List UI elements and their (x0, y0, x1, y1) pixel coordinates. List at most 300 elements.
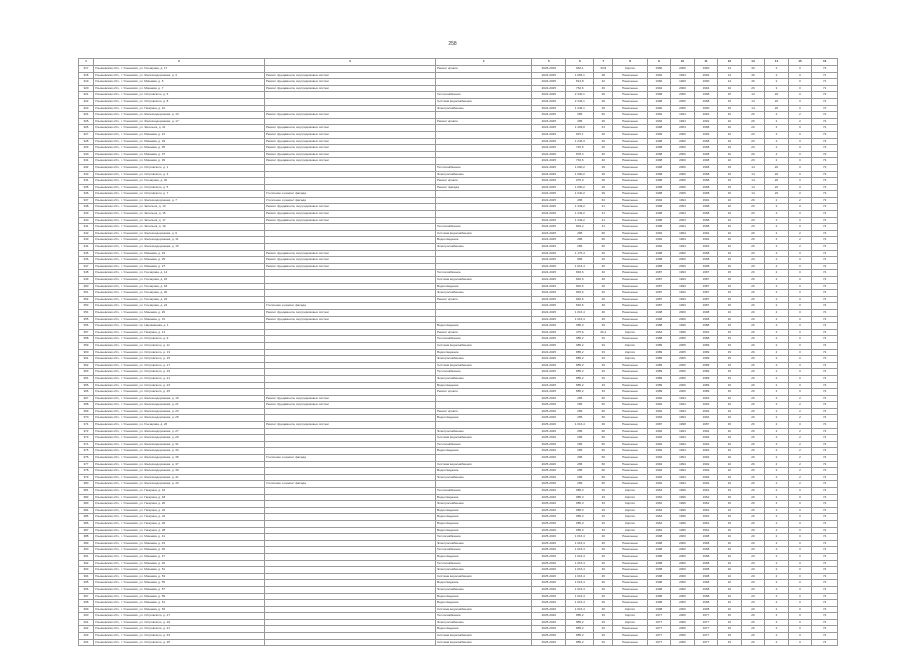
table-cell: 40 (594, 270, 613, 277)
table-row (79, 488, 838, 495)
table-cell: Система водоснабжения (436, 342, 532, 349)
table-cell: Ульяновская обл., г. Ульяновск, ул. Железнодорожная, д. 25 (93, 415, 264, 422)
table-cell: 10 (718, 217, 742, 224)
table-cell: 2024-2025 (532, 316, 566, 323)
column-number-header: 3 (264, 59, 435, 66)
table-cell: 74 (812, 494, 838, 501)
table-cell: 26 (741, 507, 765, 514)
table-cell: 60 (594, 402, 613, 409)
table-cell: 2 (765, 217, 789, 224)
table-cell: 1998 (694, 540, 718, 547)
table-cell: Ульяновская обл., г. Ульяновск, ул. Островского, д. 21 (93, 375, 264, 382)
table-cell: 26 (741, 389, 765, 396)
table-cell: 74 (812, 257, 838, 264)
column-number-header: 5 (532, 59, 566, 66)
table-cell: 2000 (671, 553, 695, 560)
table-cell: 0 (788, 369, 812, 376)
table-cell: 0 (788, 613, 812, 620)
table-row (79, 277, 838, 284)
table-cell: Панельные (613, 237, 647, 244)
table-cell (436, 481, 532, 488)
table-cell: 1 246,3 (566, 138, 594, 145)
table-cell: 985,3 (566, 488, 594, 495)
table-cell: 2024-2025 (532, 263, 566, 270)
table-cell: Панельные (613, 211, 647, 218)
table-cell: Панельные (613, 560, 647, 567)
table-cell: 0 (788, 66, 812, 73)
table-cell: 1994 (671, 455, 695, 462)
table-cell: 0 (788, 184, 812, 191)
table-cell: 375 (79, 448, 94, 455)
table-cell: 26 (741, 626, 765, 633)
table-cell: Ульяновская обл., г. Ульяновск, ул. Минаева, д. 27 (93, 263, 264, 270)
table-cell: Панельные (613, 197, 647, 204)
table-cell: 1998 (694, 547, 718, 554)
table-row (79, 145, 838, 152)
table-cell: 74 (812, 606, 838, 613)
table-cell: 15 (718, 488, 742, 495)
table-cell: 1989 (694, 369, 718, 376)
table-cell: 1993 (671, 290, 695, 297)
table-cell (264, 593, 435, 600)
table-cell: 10 (718, 131, 742, 138)
table-cell: 10 (718, 481, 742, 488)
table-cell: 49 (594, 131, 613, 138)
table-cell: 286 (566, 455, 594, 462)
table-cell: 41 (594, 125, 613, 132)
table-cell: 26 (741, 468, 765, 475)
table-cell: 0 (788, 389, 812, 396)
table-cell: 1960 (647, 66, 671, 73)
table-cell: 2 (765, 197, 789, 204)
table-row (79, 494, 838, 501)
table-cell: 26 (741, 514, 765, 521)
table-cell: 0 (788, 217, 812, 224)
table-cell: 379 (79, 474, 94, 481)
table-cell: 20 (741, 204, 765, 211)
table-cell: 986 (566, 257, 594, 264)
table-cell: 1994 (671, 481, 695, 488)
table-cell: 1996 (671, 488, 695, 495)
table-cell: 10 (718, 138, 742, 145)
table-row (79, 481, 838, 488)
table-cell: Ульяновская обл., г. Ульяновск, ул. Минаева, д. 51 (93, 567, 264, 574)
table-cell: 846,6 (566, 270, 594, 277)
table-cell: 74 (812, 534, 838, 541)
table-cell: Панельные (613, 79, 647, 86)
table-cell: Панельные (613, 171, 647, 178)
table-row (79, 244, 838, 251)
table-cell: Теплоснабжение (436, 336, 532, 343)
table-cell: 0 (788, 639, 812, 646)
table-cell: 74 (812, 395, 838, 402)
table-cell: 20 (741, 540, 765, 547)
table-cell: 10 (718, 250, 742, 257)
table-cell: 74 (812, 309, 838, 316)
table-cell: 29 (594, 164, 613, 171)
table-cell: 1962 (694, 488, 718, 495)
table-cell (436, 145, 532, 152)
table-cell: 74 (812, 244, 838, 251)
table-cell: 1998 (647, 145, 671, 152)
table-cell: Водоотведение (436, 507, 532, 514)
table-cell: 2 346,1 (566, 98, 594, 105)
table-cell: 1998 (694, 178, 718, 185)
table-cell: 0 (788, 270, 812, 277)
table-cell: 401 (79, 619, 94, 626)
table-cell: 2000 (671, 263, 695, 270)
table-cell: 2 (765, 356, 789, 363)
table-cell: 10 (718, 244, 742, 251)
table-cell: 347 (79, 263, 94, 270)
table-cell: 73 (812, 184, 838, 191)
table-cell: 10 (718, 547, 742, 554)
table-cell: Кирпич (613, 501, 647, 508)
table-cell: Панельные (613, 217, 647, 224)
table-row (79, 461, 838, 468)
table-cell: 20 (741, 257, 765, 264)
table-cell: 2 (765, 461, 789, 468)
table-cell: 10 (718, 125, 742, 132)
table-cell: 71 (812, 72, 838, 79)
table-cell: 286 (566, 118, 594, 125)
table-cell: Теплоснабжение (436, 613, 532, 620)
table-cell: Ульяновская обл., г. Ульяновск, ул. Гагарина, д. 20 (93, 501, 264, 508)
table-cell: 1996 (671, 329, 695, 336)
table-cell: 2024-2025 (532, 329, 566, 336)
table-cell (264, 573, 435, 580)
table-row (79, 250, 838, 257)
table-cell (436, 204, 532, 211)
table-cell (264, 389, 435, 396)
table-cell: 0 (788, 336, 812, 343)
table-cell: 1992 (694, 230, 718, 237)
table-cell: 1992 (694, 415, 718, 422)
table-cell: 15 (718, 164, 742, 171)
table-cell: 2006 (671, 639, 695, 646)
table-cell: Ульяновская обл., г. Ульяновск, ул. Энгельса, д. 13 (93, 204, 264, 211)
table-cell: 2 (788, 197, 812, 204)
table-cell (436, 316, 532, 323)
table-cell: 2025-2026 (532, 455, 566, 462)
table-cell: 2025-2026 (532, 593, 566, 600)
table-cell: 74 (812, 237, 838, 244)
table-cell: 1 090,2 (566, 171, 594, 178)
table-row (79, 362, 838, 369)
table-cell: 26 (741, 461, 765, 468)
table-cell: 1992 (647, 230, 671, 237)
table-cell: Ульяновская обл., г. Ульяновск, ул. Островского, д. 19 (93, 369, 264, 376)
table-cell: 2024-2025 (532, 178, 566, 185)
table-cell: 1994 (694, 85, 718, 92)
table-cell: Ремонт фундамента, внутридомовых систем (264, 72, 435, 79)
table-cell: 1987 (694, 290, 718, 297)
table-cell: 2000 (671, 540, 695, 547)
table-cell: 366 (79, 389, 94, 396)
table-cell: 46 (594, 580, 613, 587)
table-cell: 0 (788, 633, 812, 640)
table-cell: 361 (79, 356, 94, 363)
table-cell: Электроснабжение (436, 105, 532, 112)
table-cell: 286 (566, 408, 594, 415)
table-cell: 2 (765, 290, 789, 297)
table-cell: Ульяновская обл., г. Ульяновск, ул. Минаева, д. 61 (93, 600, 264, 607)
table-cell: 46 (594, 593, 613, 600)
table-cell: Панельные (613, 151, 647, 158)
table-cell: 885,2 (566, 626, 594, 633)
table-cell: 2 (765, 586, 789, 593)
table-cell: 985,3 (566, 494, 594, 501)
table-cell: 74 (812, 514, 838, 521)
table-cell: 60 (594, 244, 613, 251)
table-cell: 2 (765, 553, 789, 560)
table-cell: 0 (788, 296, 812, 303)
table-cell: 26 (741, 474, 765, 481)
table-cell: 1994 (671, 441, 695, 448)
table-cell (264, 580, 435, 587)
table-cell: 2 (765, 527, 789, 534)
table-cell: 2 (788, 244, 812, 251)
table-cell: 20 (741, 224, 765, 231)
table-cell: 46 (594, 586, 613, 593)
table-row (79, 441, 838, 448)
table-row (79, 613, 838, 620)
table-cell: 1998 (647, 184, 671, 191)
table-cell: 2 (765, 540, 789, 547)
table-cell: 3 (765, 85, 789, 92)
table-cell (264, 586, 435, 593)
table-cell: Ульяновская обл., г. Ульяновск, ул. Железнодорожная, д. 37 (93, 461, 264, 468)
table-cell: 15 (718, 303, 742, 310)
column-number-row (79, 59, 838, 66)
table-cell: 1998 (694, 263, 718, 270)
table-cell: 2025-2026 (532, 600, 566, 607)
table-cell: 395 (79, 580, 94, 587)
table-cell: 2025-2026 (532, 461, 566, 468)
table-cell: 2 (765, 626, 789, 633)
table-cell: 74 (812, 600, 838, 607)
table-cell: 74 (812, 224, 838, 231)
table-cell: Панельные (613, 567, 647, 574)
table-cell: 746,6 (566, 158, 594, 165)
table-cell: 343 (79, 237, 94, 244)
table-cell: 26 (741, 230, 765, 237)
table-cell (264, 547, 435, 554)
table-cell: Ремонт кровли (436, 178, 532, 185)
table-cell: Ульяновская обл., г. Ульяновск, ул. Гагарина, д. 26 (93, 520, 264, 527)
table-cell: Панельные (613, 323, 647, 330)
table-cell: 20 (741, 138, 765, 145)
table-cell: 286 (566, 468, 594, 475)
table-cell (264, 613, 435, 620)
table-cell (264, 626, 435, 633)
table-cell: 26 (741, 494, 765, 501)
table-cell: Электроснабжение (436, 375, 532, 382)
table-cell: 365 (79, 382, 94, 389)
table-cell: 74 (812, 415, 838, 422)
table-cell: 74 (812, 408, 838, 415)
table-cell: 1994 (671, 461, 695, 468)
table-cell: 2 (765, 580, 789, 587)
table-cell: 1977 (694, 613, 718, 620)
table-cell: 2 (788, 428, 812, 435)
table-cell: 331 (79, 158, 94, 165)
table-cell: Ремонт кровли (436, 118, 532, 125)
table-cell: 2025-2026 (532, 494, 566, 501)
table-cell: 1998 (647, 191, 671, 198)
table-cell: 40 (594, 277, 613, 284)
table-cell: 20 (741, 211, 765, 218)
table-cell: 74 (812, 290, 838, 297)
table-row (79, 329, 838, 336)
table-cell: Ремонт фундамента, внутридомовых систем (264, 422, 435, 429)
table-cell: Панельные (613, 593, 647, 600)
column-number-header: 13 (741, 59, 765, 66)
table-cell: 1988 (694, 323, 718, 330)
table-cell: 10 (718, 553, 742, 560)
table-row (79, 125, 838, 132)
table-cell: 41 (594, 211, 613, 218)
table-cell: 10 (718, 408, 742, 415)
table-row (79, 66, 838, 73)
table-cell: Кирпич (613, 514, 647, 521)
table-cell (436, 191, 532, 198)
table-cell: 404 (79, 639, 94, 646)
table-cell: 60 (594, 455, 613, 462)
table-cell (264, 362, 435, 369)
table-cell (264, 520, 435, 527)
table-cell: 2 (765, 639, 789, 646)
table-cell: Ульяновская обл., г. Ульяновск, ул. Минаева, д. 37 (93, 151, 264, 158)
table-cell: 2 (765, 389, 789, 396)
table-cell: 2 (765, 270, 789, 277)
table-cell: 20 (741, 573, 765, 580)
table-cell: Ремонт фундамента, внутридомовых систем (264, 217, 435, 224)
table-cell: 13 (718, 66, 742, 73)
table-cell: Утепление и ремонт фасада (264, 481, 435, 488)
table-cell: 0 (788, 105, 812, 112)
table-cell: 33 (594, 514, 613, 521)
table-cell: 1 016,4 (566, 567, 594, 574)
table-cell: 10 (718, 402, 742, 409)
table-cell (264, 441, 435, 448)
table-cell: 10 (718, 85, 742, 92)
table-cell: 326 (79, 125, 94, 132)
table-cell: Ульяновская обл., г. Ульяновск, ул. Гончарова, д. 26 (93, 422, 264, 429)
table-cell: 346 (79, 257, 94, 264)
table-cell: 15 (718, 514, 742, 521)
table-cell: 20 (765, 98, 789, 105)
table-row (79, 151, 838, 158)
table-cell: 885,2 (566, 639, 594, 646)
table-cell: 1 090,2 (566, 184, 594, 191)
table-cell: 74 (812, 468, 838, 475)
table-cell: 14 (718, 72, 742, 79)
table-cell: Ульяновская обл., г. Ульяновск, ул. Гагарина, д. 18 (93, 494, 264, 501)
table-row (79, 217, 838, 224)
table-cell: 0 (788, 309, 812, 316)
table-cell: 320 (79, 85, 94, 92)
table-cell: Электроснабжение (436, 619, 532, 626)
table-cell: 321 (79, 92, 94, 99)
table-cell: 1994 (671, 244, 695, 251)
table-cell: 1998 (694, 92, 718, 99)
table-row (79, 573, 838, 580)
table-row (79, 369, 838, 376)
table-row (79, 164, 838, 171)
table-cell (264, 329, 435, 336)
table-cell: 2025-2026 (532, 481, 566, 488)
table-cell: Теплоснабжение (436, 224, 532, 231)
table-cell: 15 (718, 389, 742, 396)
table-cell: 2 (765, 336, 789, 343)
table-cell: 2006 (671, 178, 695, 185)
table-cell: 10 (718, 586, 742, 593)
table-cell: 2 (788, 448, 812, 455)
table-cell: 2025-2026 (532, 613, 566, 620)
table-cell: 1987 (694, 303, 718, 310)
table-cell: 33 (594, 389, 613, 396)
table-row (79, 520, 838, 527)
table-cell: 2 (765, 422, 789, 429)
table-cell: 41 (594, 224, 613, 231)
table-cell: Ремонт фундамента, внутридомовых систем (264, 158, 435, 165)
table-cell: 1992 (694, 481, 718, 488)
table-cell: 26 (741, 369, 765, 376)
table-cell: 26 (741, 488, 765, 495)
table-cell: 2006 (671, 184, 695, 191)
table-cell: 2024-2025 (532, 349, 566, 356)
table-cell: 1994 (671, 415, 695, 422)
table-cell: 1992 (647, 441, 671, 448)
table-cell: 1989 (647, 356, 671, 363)
table-cell (436, 217, 532, 224)
table-cell: 1996 (671, 323, 695, 330)
table-cell: 885,2 (566, 349, 594, 356)
table-cell: 26 (741, 296, 765, 303)
table-cell: Ульяновская обл., г. Ульяновск, ул. Минаева, д. 57 (93, 586, 264, 593)
table-cell: 390 (79, 547, 94, 554)
table-cell: Панельные (613, 244, 647, 251)
table-cell: Ульяновская обл., г. Ульяновск, ул. Железнодорожная, д. 17 (93, 118, 264, 125)
table-cell: 1993 (671, 283, 695, 290)
table-cell: 2 (765, 435, 789, 442)
table-cell: Ремонт фундамента, внутридомовых систем (264, 402, 435, 409)
table-cell: 1994 (671, 72, 695, 79)
table-cell: 33 (594, 356, 613, 363)
table-cell: Ремонт кровли (436, 66, 532, 73)
table-cell: 2000 (671, 580, 695, 587)
table-cell: 64 (594, 197, 613, 204)
table-cell: 46 (594, 567, 613, 574)
table-cell: 10 (718, 309, 742, 316)
table-cell: 2025-2026 (532, 547, 566, 554)
table-cell: 0 (788, 600, 812, 607)
table-cell: 74 (812, 316, 838, 323)
table-cell: 885,2 (566, 375, 594, 382)
table-cell: Ремонт фундамента, внутридомовых систем (264, 79, 435, 86)
table-cell: Ремонт фундамента, внутридомовых систем (264, 125, 435, 132)
table-cell: 1962 (647, 527, 671, 534)
table-cell: 74 (812, 593, 838, 600)
table-row (79, 138, 838, 145)
table-cell: 2006 (671, 613, 695, 620)
table-cell: 1989 (647, 362, 671, 369)
table-cell: 317 (79, 66, 94, 73)
table-cell (264, 408, 435, 415)
table-cell (264, 461, 435, 468)
table-cell (436, 125, 532, 132)
